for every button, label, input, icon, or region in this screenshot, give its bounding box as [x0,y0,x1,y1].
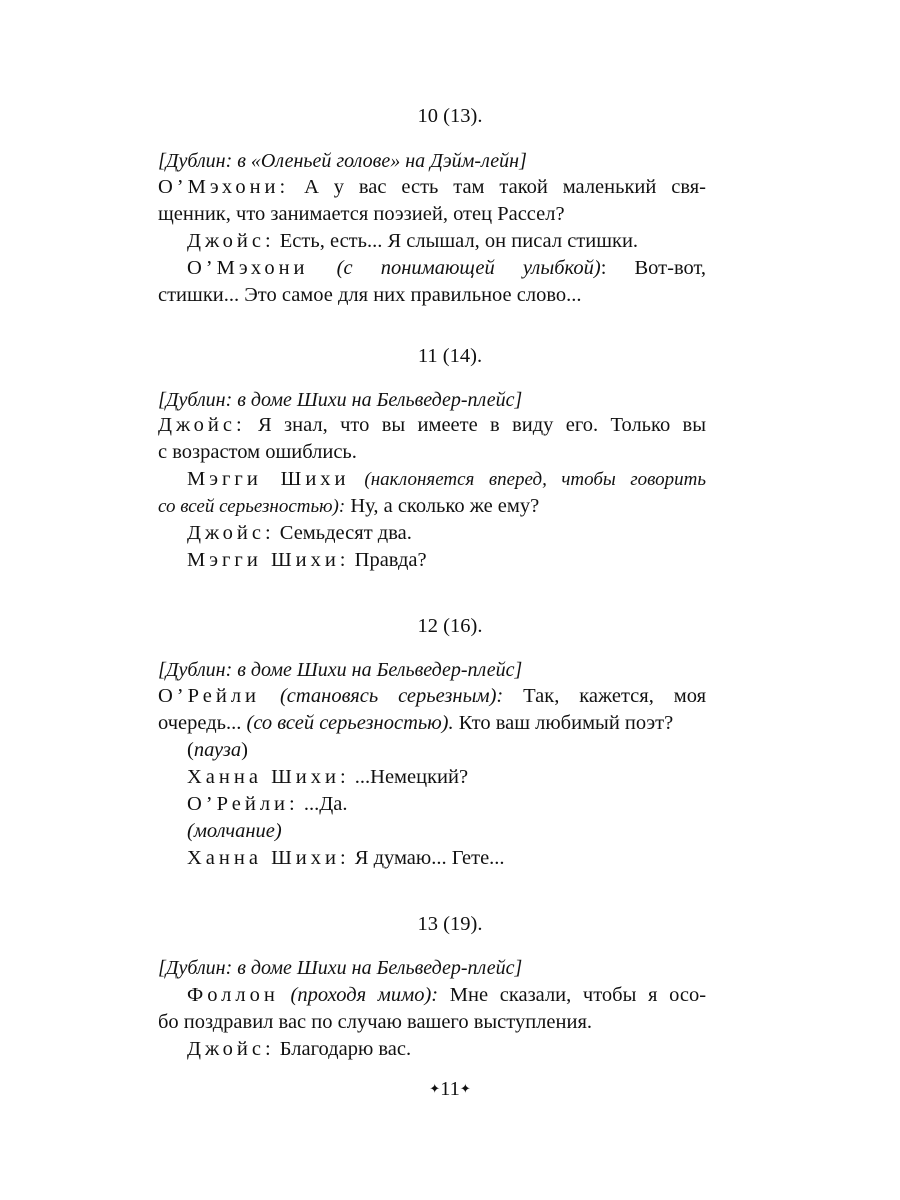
dialogue-text: очередь... [158,712,242,734]
dialogue-line [187,257,706,280]
dialogue-text: Есть, есть... Я слышал, он писал стишки. [279,230,639,252]
stage-direction: (становясь серьезным): [279,685,504,707]
speaker-name: Мэгги Шихи [187,468,350,490]
speaker-name: Джойс: [187,522,275,544]
dialogue-text: А у вас есть там такой маленький свя- [304,176,706,198]
stage-direction: (наклоняется вперед, чтобы говорить [364,469,707,490]
dialogue-text: Правда? [354,549,427,571]
dialogue-text: ...Да. [303,793,348,815]
dialogue-text: Мне сказали, чтобы я осо- [449,984,707,1006]
speaker-name: О’Рейли: [187,793,299,815]
stage-direction: пауза [193,739,242,761]
stage-direction: (со всей серьезностью). [246,712,454,734]
dialogue-line [187,766,468,789]
speaker-name: О’Мэхони: [158,176,290,198]
dialogue-text: Я знал, что вы имеете в виду его. Только вы [258,414,706,436]
page-number: 11 [440,1078,460,1100]
speaker-name: Мэгги Шихи: [187,549,350,571]
dialogue-text: Так, кажется, моя [523,685,706,707]
dialogue-text: Я думаю... Гете... [354,847,505,869]
ornament-star-icon: ✦ [459,1081,471,1096]
dialogue-line [158,414,706,437]
speaker-name: Ханна Шихи: [187,766,350,788]
dialogue-line [187,522,412,545]
dialogue-line [158,495,539,518]
speaker-name: О’Мэхони [187,257,309,279]
speaker-name: О’Рейли [158,685,261,707]
scene-location: [Дублин: в доме Шихи на Бельведер-плейс] [158,957,523,979]
scene-number: 11 (14). [417,345,483,367]
dialogue-line [187,1038,411,1061]
dialogue-line: с возрастом ошиблись. [158,441,357,463]
dialogue-text: Семьдесят два. [279,522,412,544]
stage-direction-line: (пауза) [187,739,248,761]
speaker-name: Джойс: [187,230,275,252]
dialogue-text: Кто ваш любимый поэт? [458,712,674,734]
page-footer [0,1078,900,1101]
dialogue-line [158,712,673,735]
dialogue-line [158,685,706,708]
dialogue-text: Благодарю вас. [279,1038,412,1060]
speaker-name: Ханна Шихи: [187,847,350,869]
dialogue-text: : Вот-вот, [600,257,706,279]
speaker-name: Джойс: [158,414,246,436]
stage-direction: (молчание) [187,820,282,842]
dialogue-line [187,230,638,253]
dialogue-line: щенник, что занимается поэзией, отец Рассел? [158,203,565,225]
ornament-star-icon: ✦ [429,1081,441,1096]
speaker-name: Фоллон [187,984,279,1006]
dialogue-text: Ну, а сколько же ему? [350,495,540,517]
dialogue-line [187,984,706,1007]
dialogue-line [187,468,706,491]
dialogue-line [158,176,706,199]
speaker-name: Джойс: [187,1038,275,1060]
dialogue-text: ...Немецкий? [354,766,469,788]
stage-direction: со всей серьезностью): [158,496,346,517]
scene-location: [Дублин: в доме Шихи на Бельведер-плейс] [158,389,523,411]
dialogue-line [187,793,347,816]
scene-number: 12 (16). [417,615,483,637]
dialogue-line: бо поздравил вас по случаю вашего выступления. [158,1011,592,1033]
stage-direction: (проходя мимо): [290,984,439,1006]
dialogue-line [187,549,427,572]
scene-location: [Дублин: в «Оленьей голове» на Дэйм-лейн] [158,150,527,172]
scene-number: 13 (19). [417,913,483,935]
scene-number: 10 (13). [417,105,483,127]
dialogue-line: стишки... Это самое для них правильное слово... [158,284,582,306]
stage-direction: (с понимающей улыбкой) [336,257,601,279]
scene-location: [Дублин: в доме Шихи на Бельведер-плейс] [158,659,523,681]
dialogue-line [187,847,505,870]
